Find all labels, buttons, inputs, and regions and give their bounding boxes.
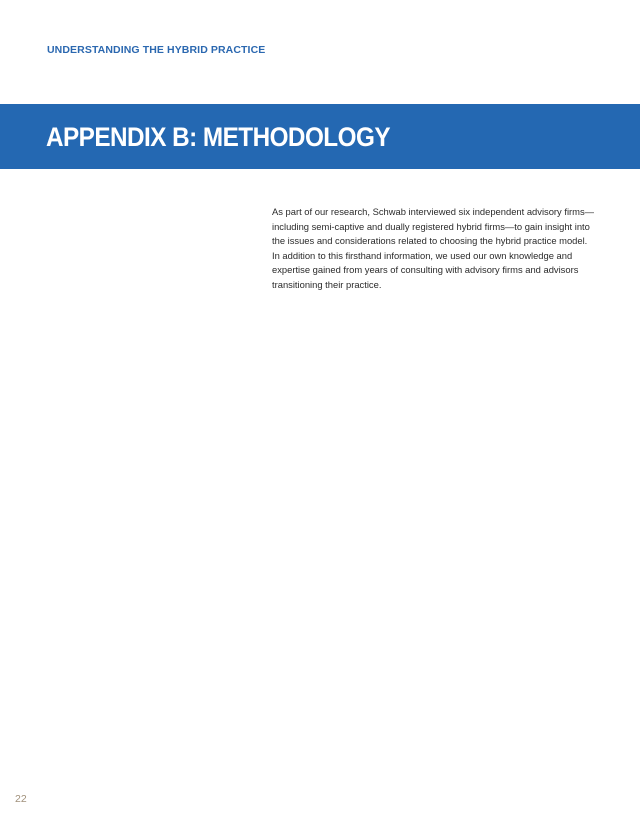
methodology-paragraph: As part of our research, Schwab interviewed six independent advisory firms—including semi-captive and dually registered hybrid firms—to gain insight into the issues and considerations related to choosing the hybrid practice model. In addition to this firsthand information, we used our own knowledge and expertise gained from years of consulting with advisory firms and advisors transitioning their practice. xyxy=(272,206,595,290)
section-title-band xyxy=(0,104,640,169)
section-title: APPENDIX B: METHODOLOGY xyxy=(46,122,391,152)
running-header: UNDERSTANDING THE HYBRID PRACTICE xyxy=(47,44,266,56)
page-number: 22 xyxy=(15,793,27,805)
